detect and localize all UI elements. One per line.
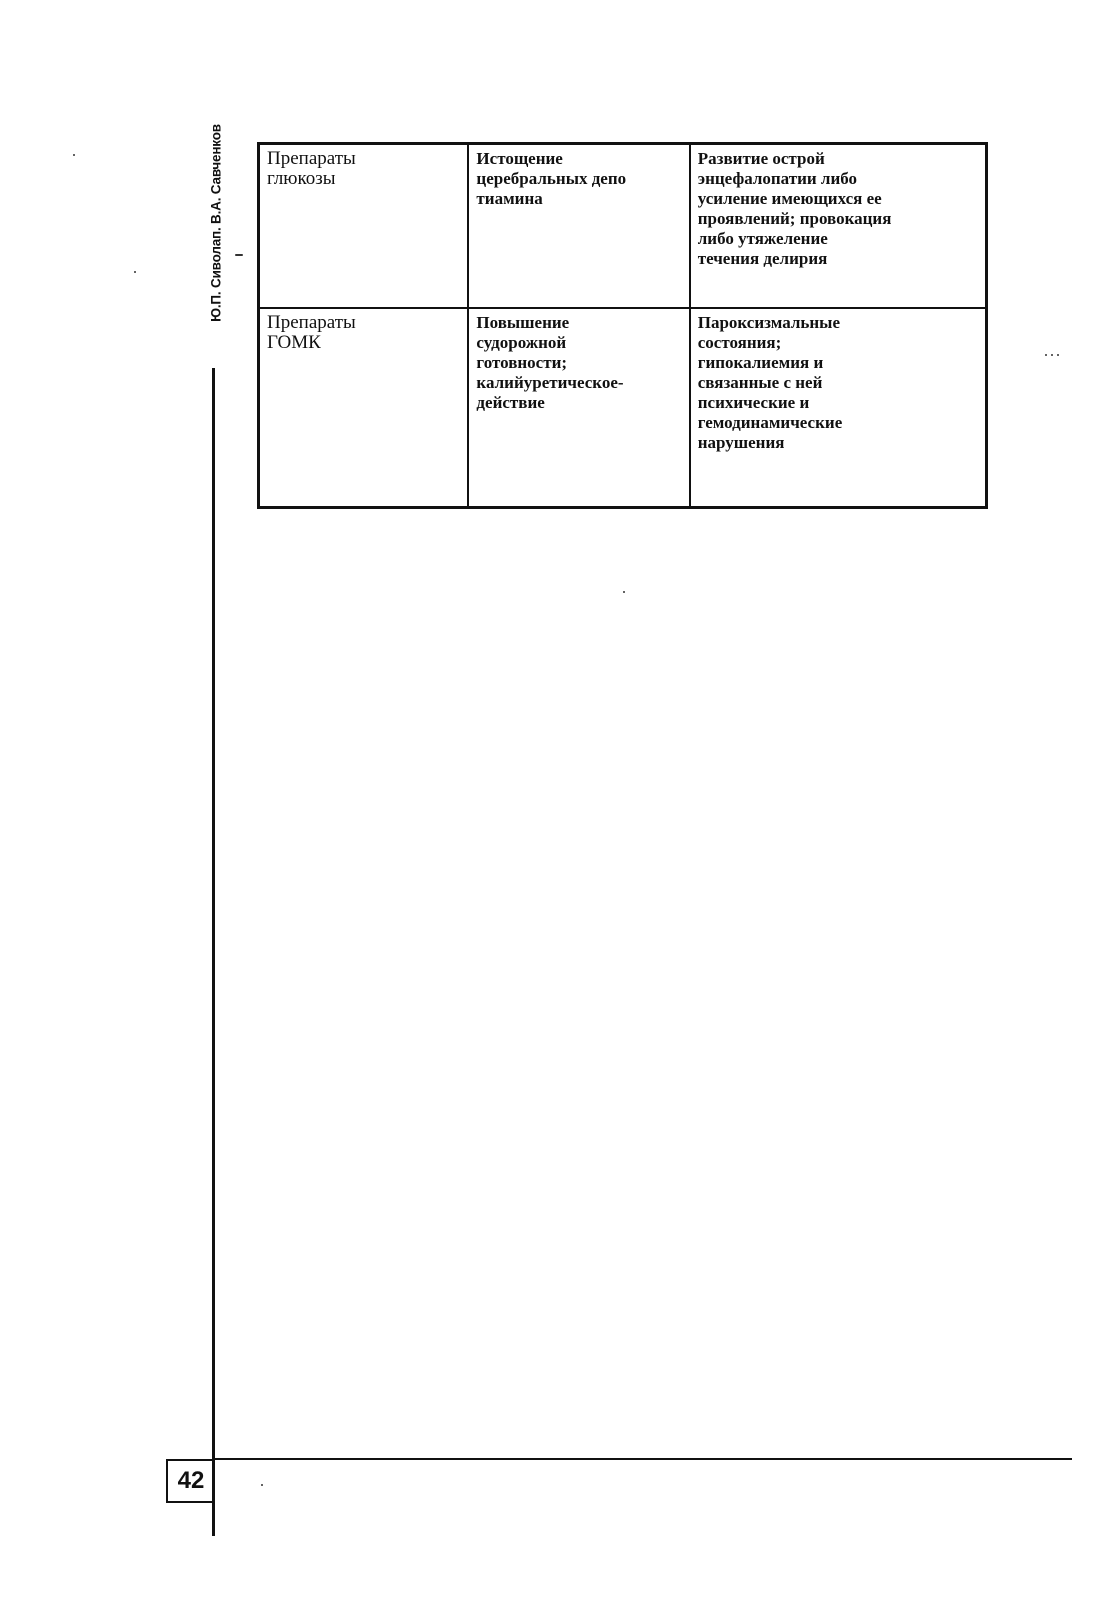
cell-line: действие <box>476 393 545 412</box>
page-number: 42 <box>166 1459 214 1503</box>
scan-speck <box>1057 354 1059 356</box>
cell-line: течения делирия <box>697 249 828 268</box>
consequence-cell <box>690 308 987 508</box>
scan-speck <box>235 254 243 256</box>
cell-line: судорожной <box>476 333 567 352</box>
drug-effects-table <box>257 142 988 509</box>
cell-line: Истощение <box>476 149 563 168</box>
running-head <box>206 93 226 353</box>
table-row <box>259 144 987 309</box>
margin-rule <box>212 368 215 1536</box>
cell-line: калийуретическое- <box>476 373 624 392</box>
drug-cell <box>259 144 469 309</box>
cell-line: энцефалопатии либо <box>697 169 858 188</box>
scan-speck <box>261 1484 263 1486</box>
cell-line: Препараты <box>267 312 356 333</box>
table-row <box>259 308 987 508</box>
cell-line: либо утяжеление <box>697 229 828 248</box>
cell-line: Развитие острой <box>697 149 825 168</box>
cell-line: связанные с ней <box>697 373 823 392</box>
cell-line: готовности; <box>476 353 568 372</box>
running-head-text: Ю.П. Сиволап. В.А. Савченков <box>208 124 224 322</box>
cell-line: гипокалиемия и <box>697 353 824 372</box>
scan-speck <box>1051 354 1053 356</box>
cell-line: психические и <box>697 393 810 412</box>
effect-cell <box>468 144 689 309</box>
scan-speck <box>73 154 75 156</box>
drug-cell <box>259 308 469 508</box>
scan-speck <box>134 271 136 273</box>
cell-line: Повышение <box>476 313 570 332</box>
cell-line: глюкозы <box>267 168 336 189</box>
footer-rule <box>212 1458 1072 1460</box>
consequence-cell <box>690 144 987 309</box>
effect-cell <box>468 308 689 508</box>
cell-line: гемодинамические <box>697 413 843 432</box>
scan-speck <box>1045 354 1047 356</box>
cell-line: состояния; <box>697 333 782 352</box>
cell-line: нарушения <box>697 433 785 452</box>
scan-speck <box>623 591 625 593</box>
cell-line: церебральных депо <box>476 169 627 188</box>
cell-line: ГОМК <box>267 332 321 353</box>
cell-line: Пароксизмальные <box>697 313 840 332</box>
cell-line: проявлений; провокация <box>697 209 892 228</box>
cell-line: тиамина <box>476 189 543 208</box>
cell-line: Препараты <box>267 148 356 169</box>
cell-line: усиление имеющихся ее <box>697 189 882 208</box>
